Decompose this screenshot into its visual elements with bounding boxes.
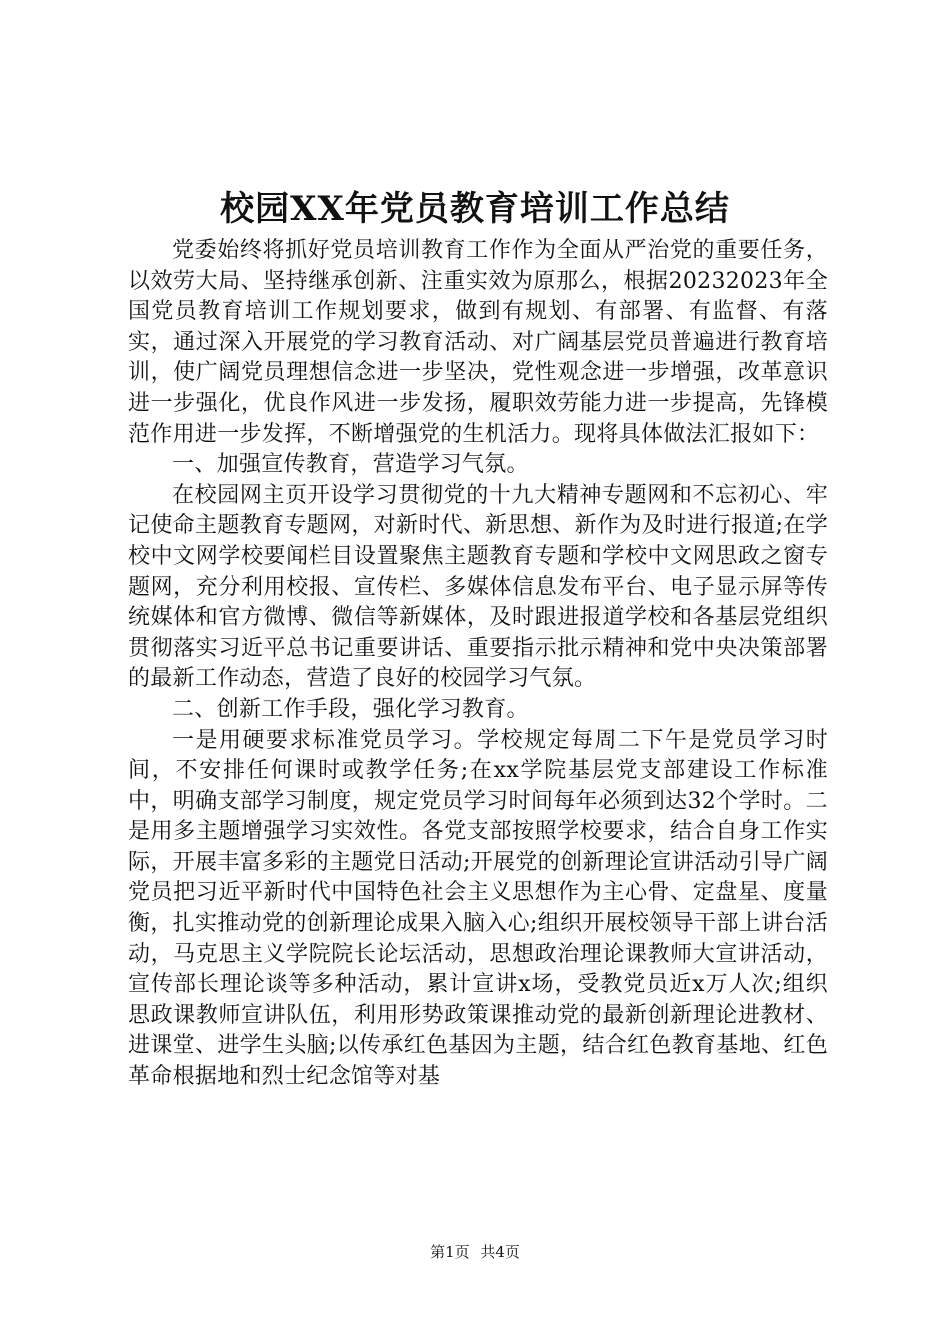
section-heading-1: 一、加强宣传教育，营造学习气氛。 <box>172 452 529 478</box>
document-body <box>128 236 828 1093</box>
page-footer <box>0 1242 950 1262</box>
total-pages: 共4页 <box>480 1243 520 1261</box>
document-title: 校园XX年党员教育培训工作总结 <box>220 189 730 229</box>
page-number: 第1页 <box>430 1243 470 1261</box>
section-2-paragraph: 一是用硬要求标准党员学习。学校规定每周二下午是党员学习时间，不安排任何课时或教学任务;在xx学院基层党支部建设工作标准中，明确支部学习制度，规定党员学习时间每年必须到达32个学时。二是用多主题增强学习实效性。各党支部按照学校要求，结合自身工作实际，开展丰富多彩的主题党日活动;开展党的创新理论宣讲活动引导广阔党员把习近平新时代中国特色社会主义思想作为主心骨、定盘星、度量衡，扎实推动党的创新理论成果入脑入心;组织开展校领导干部上讲台活动，马克思主义学院院长论坛活动，思想政治理论课教师大宣讲活动，宣传部长理论谈等多种活动，累计宣讲x场，受教党员近x万人次;组织思政课教师宣讲队伍，利用形势政策课推动党的最新创新理论进教材、进课堂、进学生头脑;以传承红色基因为主题，结合红色教育基地、红色革命根据地和烈士纪念馆等对基 <box>128 727 828 1090</box>
section-1-paragraph: 在校园网主页开设学习贯彻党的十九大精神专题网和不忘初心、牢记使命主题教育专题网，对新时代、新思想、新作为及时进行报道;在学校中文网学校要闻栏目设置聚焦主题教育专题和学校中文网思政之窗专题网，充分利用校报、宣传栏、多媒体信息发布平台、电子显示屏等传统媒体和官方微博、微信等新媒体，及时跟进报道学校和各基层党组织贯彻落实习近平总书记重要讲话、重要指示批示精神和党中央决策部署的最新工作动态，营造了良好的校园学习气氛。 <box>128 482 828 692</box>
section-heading-2: 二、创新工作手段，强化学习教育。 <box>172 696 529 722</box>
intro-paragraph: 党委始终将抓好党员培训教育工作作为全面从严治党的重要任务，以效劳大局、坚持继承创新、注重实效为原那么，根据20232023年全国党员教育培训工作规划要求，做到有规划、有部署、有监督、有落实，通过深入开展党的学习教育活动、对广阔基层党员普遍进行教育培训，使广阔党员理想信念进一步坚决，党性观念进一步增强，改革意识进一步强化，优良作风进一步发扬，履职效劳能力进一步提高，先锋模范作用进一步发挥，不断增强党的生机活力。现将具体做法汇报如下： <box>128 238 828 447</box>
